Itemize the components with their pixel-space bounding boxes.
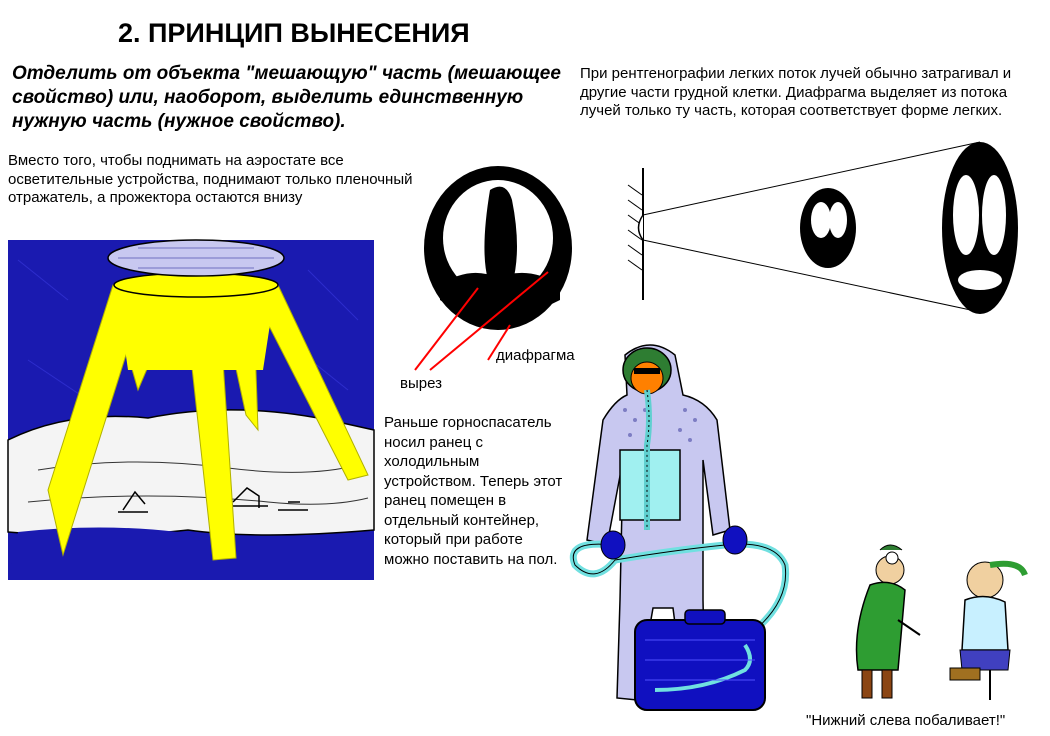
cooling-container [635,620,765,710]
dentist-coat [857,582,906,670]
dentist-cartoon [830,540,1040,710]
page-title: 2. ПРИНЦИП ВЫНЕСЕНИЯ [118,18,470,48]
rescuer-face [631,362,663,394]
patient-shirt [962,596,1008,650]
glove-left [601,531,625,559]
label-diaphragm: диафрагма [496,347,575,364]
label-cutout: вырез [400,375,442,392]
xray-beam-illustration [618,140,1038,315]
xray-example-text: При рентгенографии легких поток лучей обычно затрагивал и другие части грудной клетки. Диафрагма выделяет из потока лучей только ту часть, которая соответствует форме легких. [580,65,1012,119]
balloon-example-text: Вместо того, чтобы поднимать на аэростате все осветительные устройства, поднимают только пленочный отражатель, а прожектора остаются внизу [8,152,413,206]
rescuer-example-text: Раньше горноспасатель носил ранец с холодильным устройством. Теперь этот ранец помещен в отдельный контейнер, который при работе можно поставить на пол. [384,414,563,568]
dentist-caption: "Нижний слева побаливает!" [806,712,1006,729]
mine-rescuer-illustration [555,340,805,730]
glove-right [723,526,747,554]
principle-definition: Отделить от объекта "мешающую" часть (мешающее свойство) или, наоборот, выделить единственную нужную часть (нужное свойство). [12,63,561,132]
